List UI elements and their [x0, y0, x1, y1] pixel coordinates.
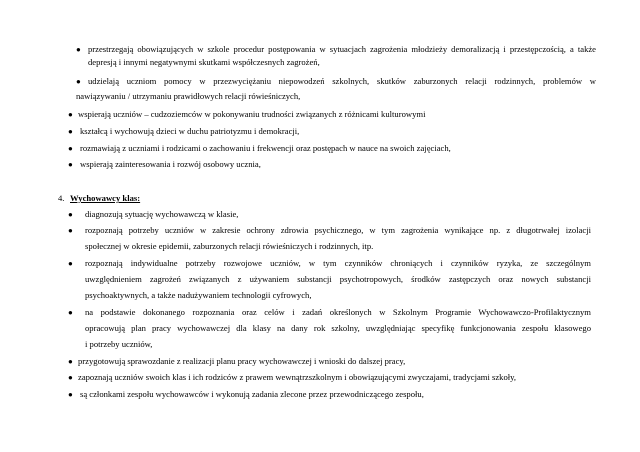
- list-item-text: zapoznają uczniów swoich klas i ich rodziców z prawem wewnątrzszkolnym i obowiązującymi zwyczajami, tradycjami szkoły,: [78, 372, 517, 382]
- list-item-text: opracowują plan pracy wychowawczej dla klasy na dany rok szkolny, uwzględniając specyfikę funkcjonowania zespołu klasowego: [85, 323, 591, 333]
- bullet-icon: ●: [68, 357, 73, 366]
- section-number: 4.: [58, 193, 65, 203]
- bullet-icon: ●: [68, 390, 73, 399]
- list-item-text: udzielają uczniom pomocy w przezwyciężaniu niepowodzeń szkolnych, skutków zaburzonych relacji rodzinnych, problemów w: [88, 76, 596, 86]
- list-item-text: rozpoznają indywidualne potrzeby rozwojowe uczniów, w tym czynników chroniących i czynników ryzyka, ze szczególnym: [85, 258, 591, 268]
- bullet-icon: ●: [68, 160, 73, 169]
- bullet-icon: ●: [68, 127, 73, 136]
- list-item-text: wspierają uczniów – cudzoziemców w pokonywaniu trudności związanych z różnicami kulturowymi: [78, 109, 426, 119]
- bullet-icon: ●: [68, 144, 73, 153]
- list-item-text: przygotowują sprawozdanie z realizacji planu pracy wychowawczej i wnioski do dalszej pracy,: [78, 356, 406, 366]
- list-item-text: rozpoznają potrzeby uczniów w zakresie ochrony zdrowia psychicznego, w tym zagrożenia wynikające np. z długotrwałej izolacji: [85, 225, 591, 235]
- bullet-icon: ●: [76, 45, 81, 54]
- list-item-text: na podstawie dokonanego rozpoznania oraz celów i zadań określonych w Szkolnym Programie Wychowawczo-Profilaktycznym: [85, 307, 591, 317]
- bullet-icon: ●: [68, 226, 73, 235]
- list-item-text: nawiązywaniu / utrzymaniu prawidłowych relacji rówieśniczych,: [76, 91, 301, 101]
- bullet-icon: ●: [68, 110, 73, 119]
- list-item-text: uwzględnieniem zagrożeń związanych z używaniem substancji psychotropowych, środków zastępczych oraz nowych substancji: [85, 274, 591, 284]
- list-item-text: społecznej w okresie epidemii, zaburzonych relacji rówieśniczych i rodzinnych, itp.: [85, 241, 374, 251]
- list-item-text: są członkami zespołu wychowawców i wykonują zadania zlecone przez przewodniczącego zespołu,: [80, 389, 424, 399]
- list-item-text: wspierają zainteresowania i rozwój osobowy ucznia,: [80, 159, 261, 169]
- list-item-text: depresją i innymi negatywnymi skutkami współczesnych zagrożeń,: [88, 57, 320, 67]
- list-item-text: i potrzeby uczniów,: [85, 339, 153, 349]
- list-item-text: diagnozują sytuację wychowawczą w klasie,: [85, 209, 239, 219]
- bullet-icon: ●: [68, 308, 73, 317]
- list-item-text: rozmawiają z uczniami i rodzicami o zachowaniu i frekwencji oraz postępach w nauce na swoich zajęciach,: [80, 143, 451, 153]
- bullet-icon: ●: [68, 210, 73, 219]
- list-item-text: psychoaktywnych, a także nadużywaniem technologii cyfrowych,: [85, 290, 312, 300]
- bullet-icon: ●: [68, 373, 73, 382]
- bullet-icon: ●: [76, 77, 81, 86]
- section-title: Wychowawcy klas:: [70, 193, 141, 203]
- list-item-text: kształcą i wychowują dzieci w duchu patriotyzmu i demokracji,: [80, 126, 300, 136]
- list-item-text: przestrzegają obowiązujących w szkole procedur postępowania w sytuacjach zagrożenia młodzieży demoralizacją i przestępczością, a także: [88, 44, 596, 54]
- bullet-icon: ●: [68, 259, 73, 268]
